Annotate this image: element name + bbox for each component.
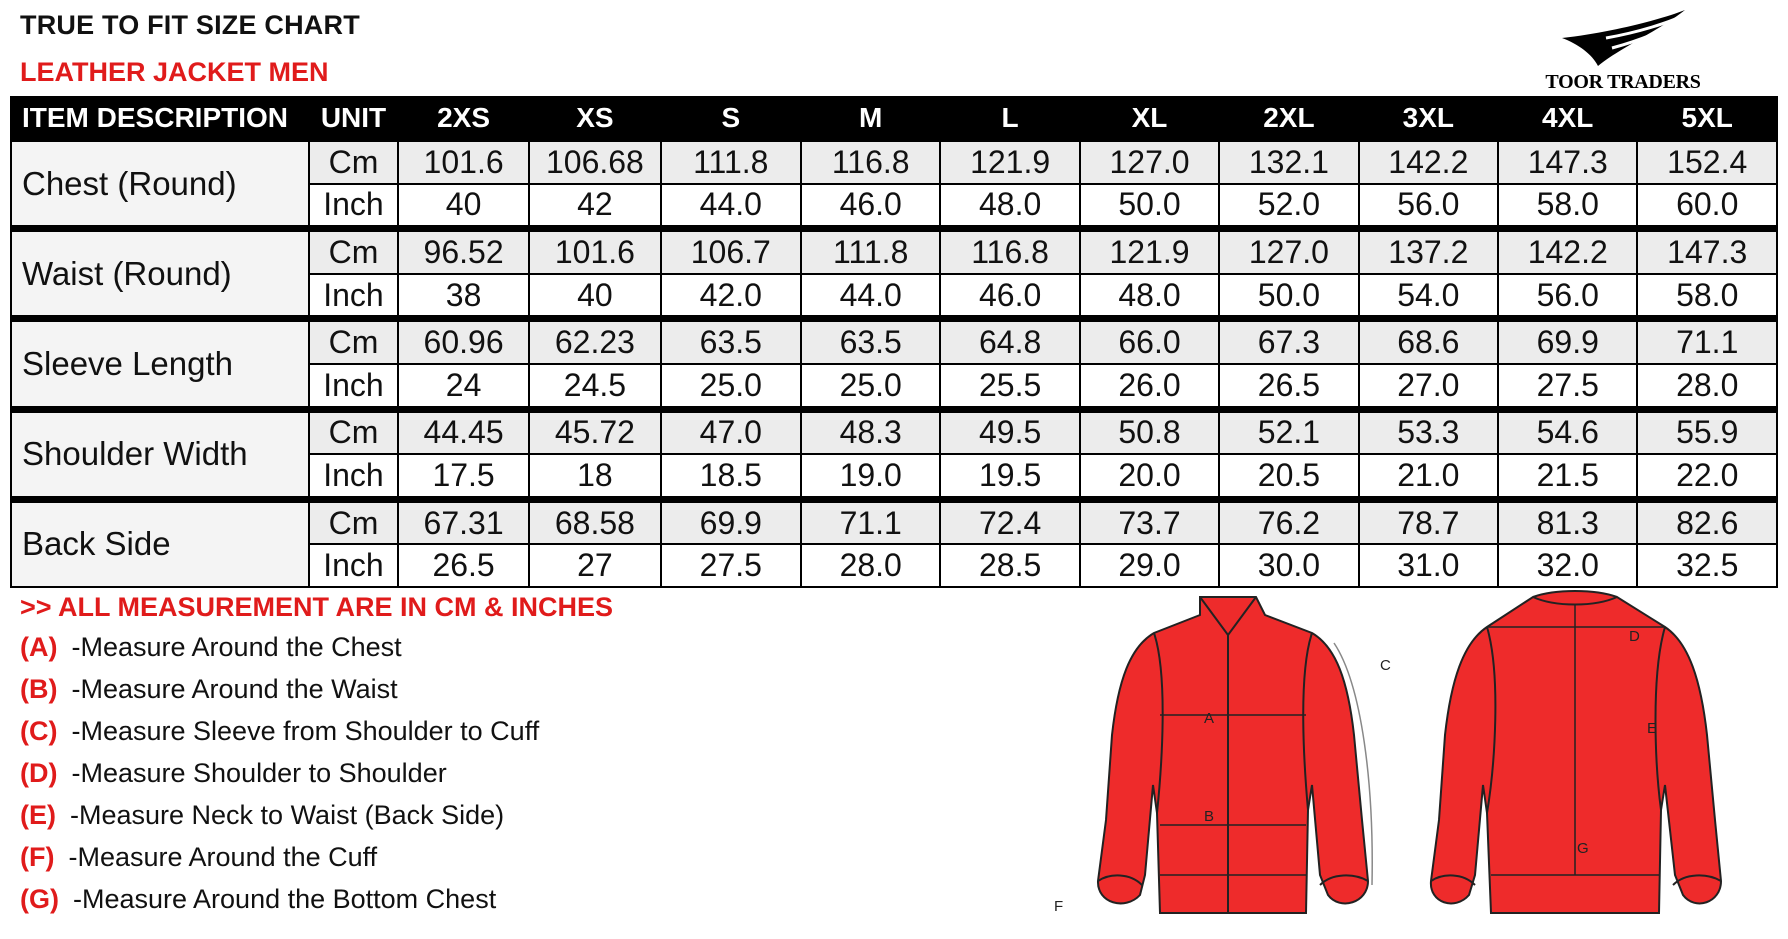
value-cell: 42.0 <box>661 274 801 319</box>
unit-cell: Cm <box>309 141 398 184</box>
note-letter: (F) <box>20 842 55 872</box>
value-cell: 47.0 <box>661 409 801 454</box>
value-cell: 50.8 <box>1080 409 1219 454</box>
value-cell: 147.3 <box>1498 141 1637 184</box>
col-header-l: L <box>940 96 1079 141</box>
diagram-label-e: E <box>1647 720 1658 737</box>
col-header-2xs: 2XS <box>398 96 529 141</box>
value-cell: 72.4 <box>940 499 1079 544</box>
value-cell: 28.0 <box>1637 364 1777 409</box>
value-cell: 24.5 <box>529 364 660 409</box>
unit-cell: Cm <box>309 229 398 274</box>
value-cell: 69.9 <box>661 499 801 544</box>
value-cell: 73.7 <box>1080 499 1219 544</box>
value-cell: 38 <box>398 274 529 319</box>
col-header-4xl: 4XL <box>1498 96 1637 141</box>
value-cell: 63.5 <box>661 319 801 364</box>
value-cell: 19.0 <box>801 454 940 499</box>
table-row <box>11 319 1777 364</box>
value-cell: 69.9 <box>1498 319 1637 364</box>
note-item <box>20 842 377 873</box>
value-cell: 67.3 <box>1219 319 1358 364</box>
value-cell: 106.68 <box>529 141 660 184</box>
value-cell: 82.6 <box>1637 499 1777 544</box>
value-cell: 48.0 <box>1080 274 1219 319</box>
table-row <box>11 499 1777 544</box>
value-cell: 20.0 <box>1080 454 1219 499</box>
note-item <box>20 716 539 747</box>
value-cell: 27 <box>529 544 660 587</box>
note-letter: (D) <box>20 758 58 788</box>
value-cell: 45.72 <box>529 409 660 454</box>
value-cell: 28.0 <box>801 544 940 587</box>
value-cell: 56.0 <box>1359 184 1498 229</box>
note-text: -Measure Neck to Waist (Back Side) <box>70 800 505 830</box>
size-chart-body <box>11 141 1777 587</box>
brand-logo <box>1520 8 1720 94</box>
value-cell: 111.8 <box>801 229 940 274</box>
note-text: -Measure Around the Bottom Chest <box>72 884 497 914</box>
value-cell: 18.5 <box>661 454 801 499</box>
unit-cell: Inch <box>309 454 398 499</box>
diagram-label-g: G <box>1577 840 1589 857</box>
value-cell: 76.2 <box>1219 499 1358 544</box>
value-cell: 71.1 <box>1637 319 1777 364</box>
jacket-diagrams <box>1050 585 1770 930</box>
value-cell: 42 <box>529 184 660 229</box>
note-item <box>20 758 447 789</box>
col-header-2xl: 2XL <box>1219 96 1358 141</box>
value-cell: 40 <box>398 184 529 229</box>
value-cell: 21.0 <box>1359 454 1498 499</box>
value-cell: 25.0 <box>661 364 801 409</box>
note-letter: (B) <box>20 674 58 704</box>
value-cell: 29.0 <box>1080 544 1219 587</box>
table-row <box>11 141 1777 184</box>
value-cell: 18 <box>529 454 660 499</box>
value-cell: 52.0 <box>1219 184 1358 229</box>
value-cell: 52.1 <box>1219 409 1358 454</box>
value-cell: 32.5 <box>1637 544 1777 587</box>
value-cell: 31.0 <box>1359 544 1498 587</box>
value-cell: 19.5 <box>940 454 1079 499</box>
value-cell: 44.0 <box>801 274 940 319</box>
col-header-xl: XL <box>1080 96 1219 141</box>
value-cell: 60.0 <box>1637 184 1777 229</box>
table-row <box>11 409 1777 454</box>
note-text: -Measure Around the Cuff <box>68 842 378 872</box>
value-cell: 142.2 <box>1359 141 1498 184</box>
value-cell: 27.0 <box>1359 364 1498 409</box>
value-cell: 106.7 <box>661 229 801 274</box>
value-cell: 137.2 <box>1359 229 1498 274</box>
value-cell: 96.52 <box>398 229 529 274</box>
value-cell: 116.8 <box>801 141 940 184</box>
col-header-m: M <box>801 96 940 141</box>
value-cell: 127.0 <box>1080 141 1219 184</box>
value-cell: 49.5 <box>940 409 1079 454</box>
swoosh-icon <box>1520 8 1720 74</box>
unit-cell: Cm <box>309 409 398 454</box>
value-cell: 121.9 <box>940 141 1079 184</box>
value-cell: 54.6 <box>1498 409 1637 454</box>
value-cell: 25.0 <box>801 364 940 409</box>
unit-cell: Cm <box>309 499 398 544</box>
col-header-item-description: ITEM DESCRIPTION <box>11 96 309 141</box>
value-cell: 127.0 <box>1219 229 1358 274</box>
diagram-label-b: B <box>1204 808 1215 825</box>
diagram-label-c: C <box>1380 657 1391 674</box>
value-cell: 48.3 <box>801 409 940 454</box>
item-description-cell: Back Side <box>11 499 309 587</box>
jacket-back-diagram <box>1415 585 1765 930</box>
item-description-cell: Sleeve Length <box>11 319 309 409</box>
value-cell: 58.0 <box>1637 274 1777 319</box>
value-cell: 46.0 <box>801 184 940 229</box>
unit-cell: Inch <box>309 274 398 319</box>
note-text: -Measure Around the Waist <box>71 674 398 704</box>
notes-heading: >> ALL MEASUREMENT ARE IN CM & INCHES <box>20 592 614 622</box>
unit-cell: Inch <box>309 544 398 587</box>
value-cell: 60.96 <box>398 319 529 364</box>
value-cell: 101.6 <box>398 141 529 184</box>
value-cell: 26.5 <box>1219 364 1358 409</box>
unit-cell: Cm <box>309 319 398 364</box>
value-cell: 25.5 <box>940 364 1079 409</box>
col-header-unit: UNIT <box>309 96 398 141</box>
chart-subtitle: LEATHER JACKET MEN <box>20 57 329 87</box>
value-cell: 71.1 <box>801 499 940 544</box>
note-text: -Measure Sleeve from Shoulder to Cuff <box>71 716 540 746</box>
value-cell: 101.6 <box>529 229 660 274</box>
value-cell: 48.0 <box>940 184 1079 229</box>
unit-cell: Inch <box>309 364 398 409</box>
item-description-cell: Shoulder Width <box>11 409 309 499</box>
note-letter: (A) <box>20 632 58 662</box>
note-item <box>20 884 496 915</box>
size-chart-table <box>10 96 1778 588</box>
value-cell: 78.7 <box>1359 499 1498 544</box>
header-row <box>11 96 1777 141</box>
item-description-cell: Chest (Round) <box>11 141 309 229</box>
diagram-label-f: F <box>1054 898 1064 915</box>
value-cell: 142.2 <box>1498 229 1637 274</box>
note-item <box>20 800 504 831</box>
value-cell: 152.4 <box>1637 141 1777 184</box>
note-letter: (G) <box>20 884 59 914</box>
value-cell: 58.0 <box>1498 184 1637 229</box>
value-cell: 64.8 <box>940 319 1079 364</box>
value-cell: 62.23 <box>529 319 660 364</box>
diagram-label-a: A <box>1204 710 1215 727</box>
value-cell: 116.8 <box>940 229 1079 274</box>
value-cell: 50.0 <box>1219 274 1358 319</box>
value-cell: 26.0 <box>1080 364 1219 409</box>
col-header-5xl: 5XL <box>1637 96 1777 141</box>
value-cell: 26.5 <box>398 544 529 587</box>
value-cell: 22.0 <box>1637 454 1777 499</box>
note-text: -Measure Around the Chest <box>71 632 402 662</box>
value-cell: 24 <box>398 364 529 409</box>
value-cell: 44.45 <box>398 409 529 454</box>
note-text: -Measure Shoulder to Shoulder <box>71 758 447 788</box>
value-cell: 53.3 <box>1359 409 1498 454</box>
table-row <box>11 229 1777 274</box>
value-cell: 121.9 <box>1080 229 1219 274</box>
value-cell: 67.31 <box>398 499 529 544</box>
value-cell: 55.9 <box>1637 409 1777 454</box>
value-cell: 50.0 <box>1080 184 1219 229</box>
value-cell: 30.0 <box>1219 544 1358 587</box>
value-cell: 27.5 <box>1498 364 1637 409</box>
value-cell: 68.58 <box>529 499 660 544</box>
note-letter: (C) <box>20 716 58 746</box>
diagram-label-d: D <box>1629 628 1640 645</box>
value-cell: 32.0 <box>1498 544 1637 587</box>
value-cell: 20.5 <box>1219 454 1358 499</box>
value-cell: 46.0 <box>940 274 1079 319</box>
value-cell: 27.5 <box>661 544 801 587</box>
note-item <box>20 674 398 705</box>
value-cell: 54.0 <box>1359 274 1498 319</box>
col-header-3xl: 3XL <box>1359 96 1498 141</box>
value-cell: 81.3 <box>1498 499 1637 544</box>
value-cell: 17.5 <box>398 454 529 499</box>
value-cell: 28.5 <box>940 544 1079 587</box>
note-item <box>20 632 402 663</box>
value-cell: 40 <box>529 274 660 319</box>
value-cell: 63.5 <box>801 319 940 364</box>
value-cell: 68.6 <box>1359 319 1498 364</box>
value-cell: 147.3 <box>1637 229 1777 274</box>
brand-name: TOOR TRADERS <box>1545 71 1701 93</box>
value-cell: 44.0 <box>661 184 801 229</box>
note-letter: (E) <box>20 800 56 830</box>
col-header-s: S <box>661 96 801 141</box>
col-header-xs: XS <box>529 96 660 141</box>
chart-title: TRUE TO FIT SIZE CHART <box>20 10 360 40</box>
value-cell: 111.8 <box>661 141 801 184</box>
value-cell: 56.0 <box>1498 274 1637 319</box>
value-cell: 132.1 <box>1219 141 1358 184</box>
item-description-cell: Waist (Round) <box>11 229 309 319</box>
value-cell: 66.0 <box>1080 319 1219 364</box>
unit-cell: Inch <box>309 184 398 229</box>
value-cell: 21.5 <box>1498 454 1637 499</box>
jacket-front-diagram <box>1050 585 1410 930</box>
